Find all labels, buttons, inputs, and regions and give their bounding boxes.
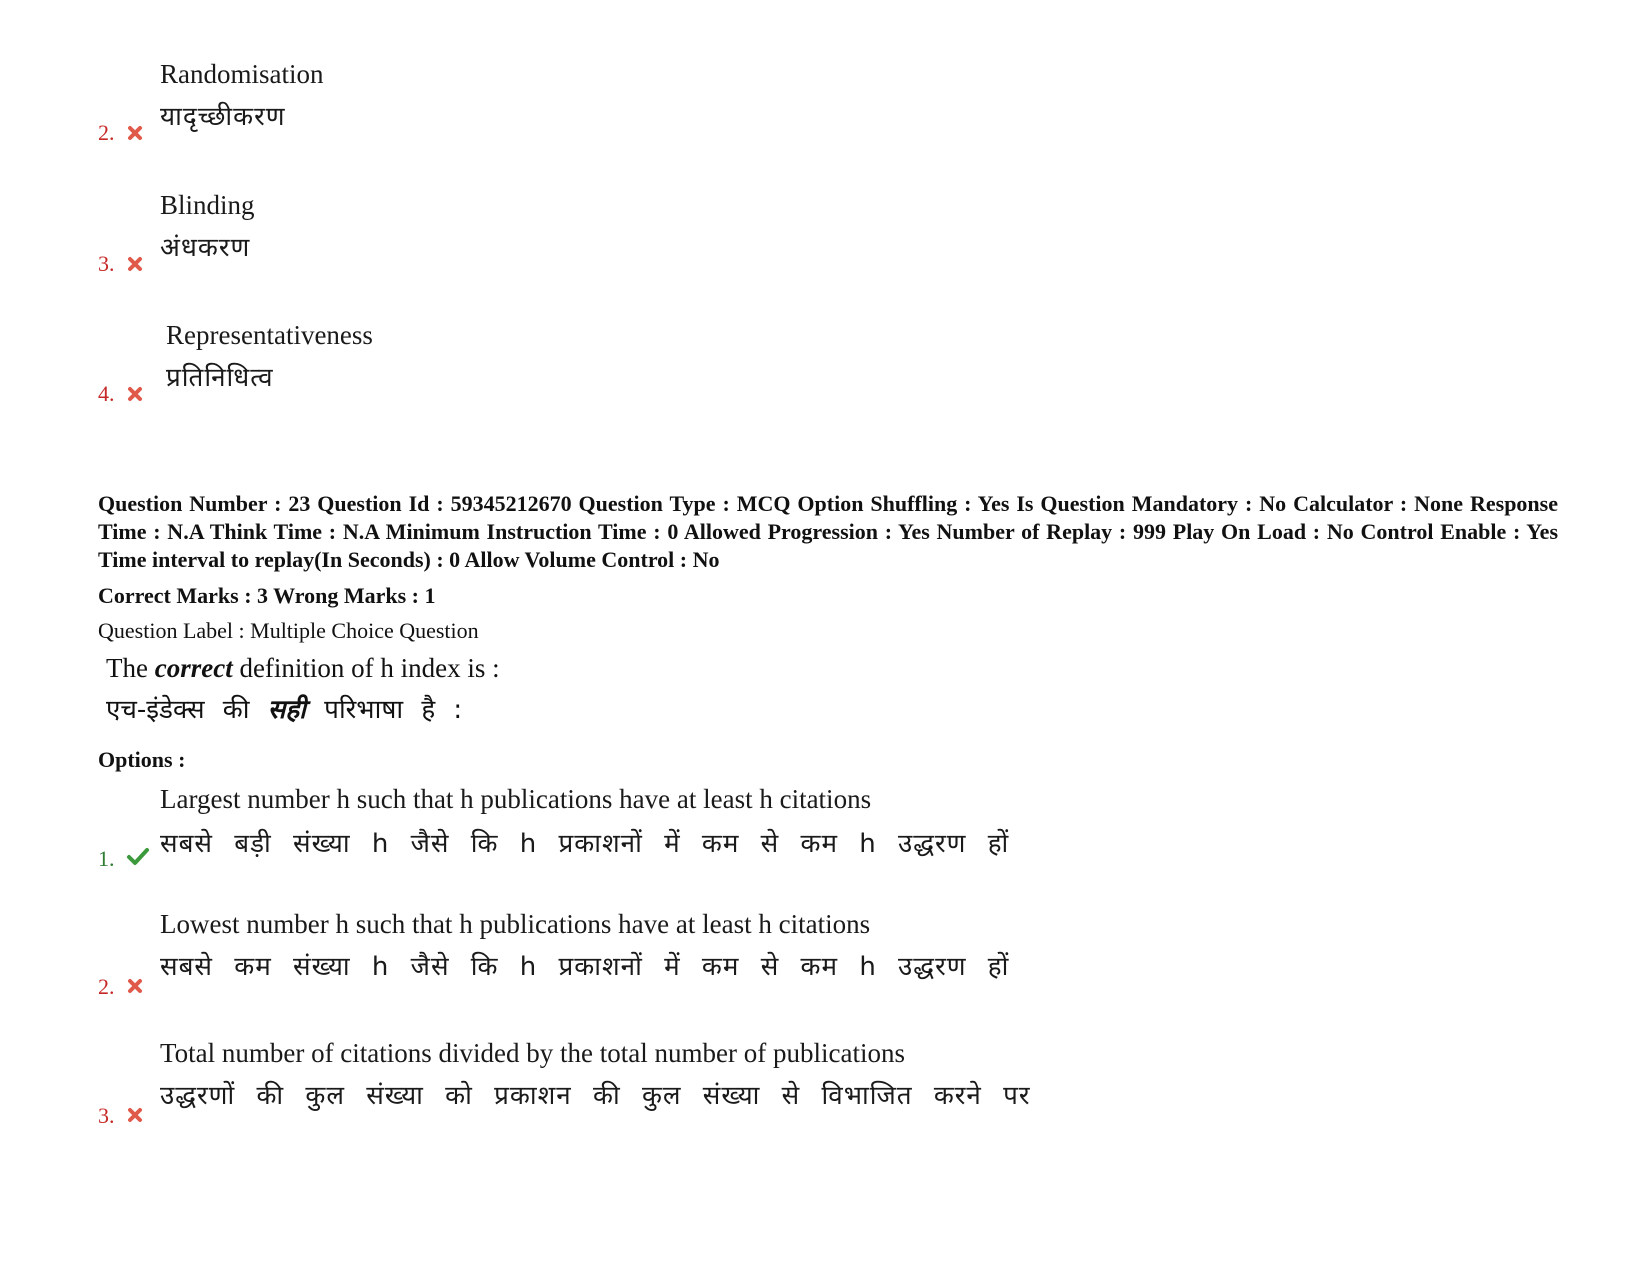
question-text-en-emphasis: correct	[154, 653, 233, 683]
prev-option-2-hi: यादृच्छीकरण	[160, 102, 286, 132]
prev-option-4-number: 4.	[98, 381, 115, 406]
cross-icon	[126, 255, 144, 273]
question-marks: Correct Marks : 3 Wrong Marks : 1	[98, 583, 436, 608]
option-1-en: Largest number h such that h publications have at least h citations	[160, 784, 872, 814]
option-1-number: 1.	[98, 846, 115, 871]
option-3-number: 3.	[98, 1103, 115, 1128]
question-label: Question Label : Multiple Choice Question	[98, 618, 479, 643]
cross-icon	[126, 124, 144, 142]
question-text-en: The correct definition of h index is :	[106, 653, 500, 683]
question-text-hi-emphasis: सही	[267, 695, 306, 725]
question-meta: Question Number : 23 Question Id : 59345212670 Question Type : MCQ Option Shuffling : Yes Is Question Mandatory : No Calculator : None Response Time : N.A Think Time : N.A Minimum Instruction Time : 0 Allowed Progression : Yes Number of Replay : 999 Play On Load : No Control Enable : Yes Time interval to replay(In Seconds) : 0 Allow Volume Control : No	[98, 491, 1558, 572]
option-2-number: 2.	[98, 974, 115, 999]
check-icon	[126, 846, 150, 866]
prev-option-3-number: 3.	[98, 251, 115, 276]
question-text-hi: एच-इंडेक्स की सही परिभाषा है :	[106, 695, 463, 725]
option-1-hi: सबसे बड़ी संख्या h जैसे कि h प्रकाशनों में कम से कम h उद्धरण हों	[160, 829, 1010, 859]
option-3-en: Total number of citations divided by the total number of publications	[160, 1038, 905, 1068]
cross-icon	[126, 1106, 144, 1124]
option-2-hi: सबसे कम संख्या h जैसे कि h प्रकाशनों में कम से कम h उद्धरण हों	[160, 952, 1010, 982]
prev-option-2-en: Randomisation	[160, 59, 324, 89]
prev-option-3-en: Blinding	[160, 190, 255, 220]
cross-icon	[126, 385, 144, 403]
prev-option-2-number: 2.	[98, 120, 115, 145]
prev-option-4-hi: प्रतिनिधित्व	[166, 363, 274, 393]
prev-option-4-en: Representativeness	[166, 320, 373, 350]
cross-icon	[126, 977, 144, 995]
option-3-hi: उद्धरणों की कुल संख्या को प्रकाशन की कुल संख्या से विभाजित करने पर	[160, 1081, 1031, 1111]
options-heading: Options :	[98, 747, 186, 772]
prev-option-3-hi: अंधकरण	[160, 233, 251, 263]
option-2-en: Lowest number h such that h publications have at least h citations	[160, 909, 871, 939]
